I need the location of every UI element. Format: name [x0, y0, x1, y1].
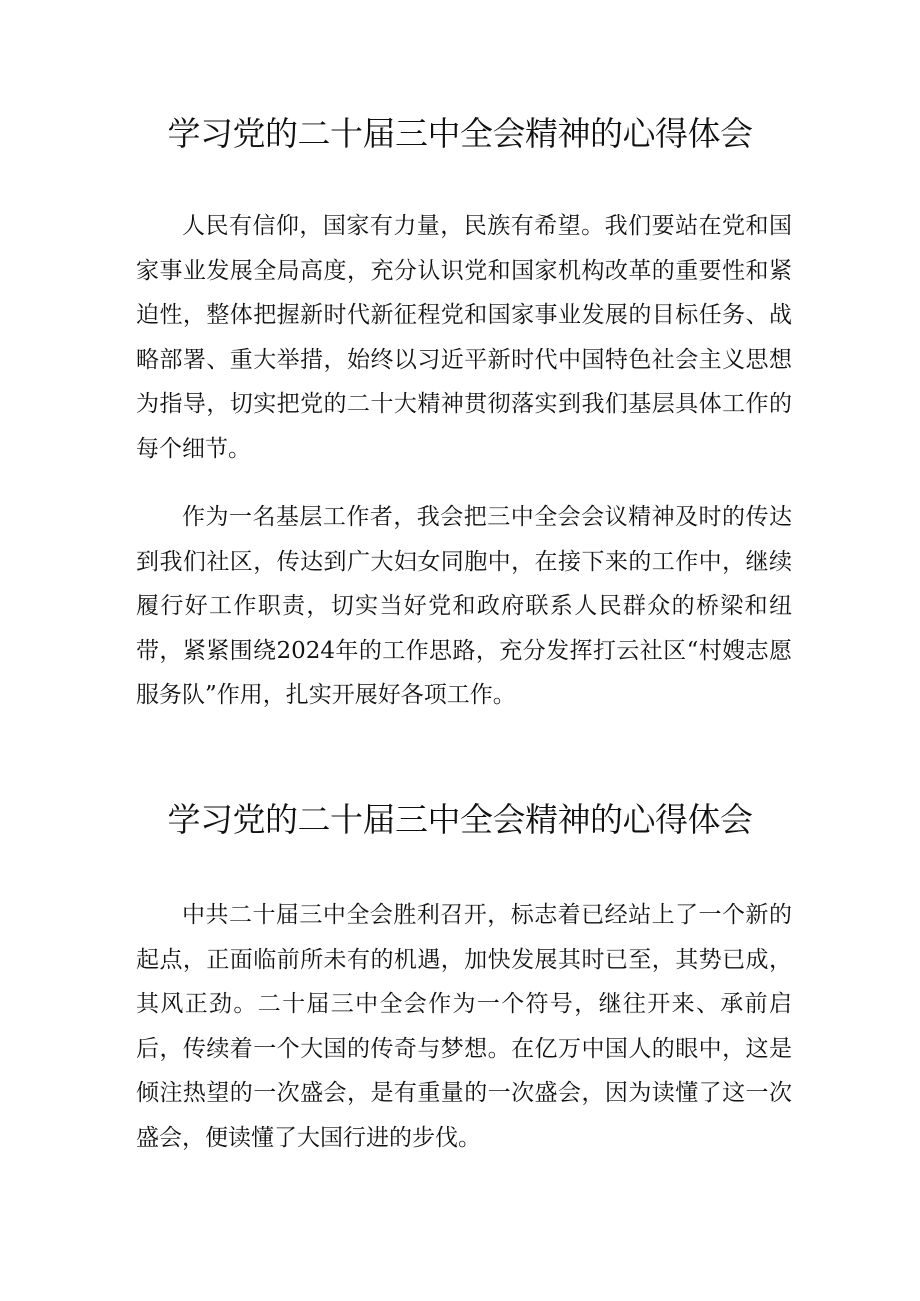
section-title-1: 学习党的二十届三中全会精神的心得体会	[167, 114, 753, 153]
section-1-paragraph-1: 人民有信仰，国家有力量，民族有希望。我们要站在党和国家事业发展全局高度，充分认识党和国家机构改革的重要性和紧迫性，整体把握新时代新征程党和国家事业发展的目标任务、战略部署、重大举措，始终以习近平新时代中国特色社会主义思想为指导，切实把党的二十大精神贯彻落实到我们基层具体工作的每个细节。	[136, 213, 792, 462]
section-1-paragraph-2: 作为一名基层工作者，我会把三中全会会议精神及时的传达到我们社区，传达到广大妇女同胞中，在接下来的工作中，继续履行好工作职责，切实当好党和政府联系人民群众的桥梁和纽带，紧紧围绕2024年的工作思路，充分发挥打云社区“村嫂志愿服务队”作用，扎实开展好各项工作。	[136, 504, 792, 708]
section-title-2: 学习党的二十届三中全会精神的心得体会	[167, 800, 753, 839]
section-2-paragraph-1: 中共二十届三中全会胜利召开，标志着已经站上了一个新的起点，正面临前所未有的机遇，加快发展其时已至，其势已成，其风正劲。二十届三中全会作为一个符号，继往开来、承前启后，传续着一个大国的传奇与梦想。在亿万中国人的眼中，这是倾注热望的一次盛会，是有重量的一次盛会，因为读懂了这一次盛会，便读懂了大国行进的步伐。	[136, 902, 792, 1151]
